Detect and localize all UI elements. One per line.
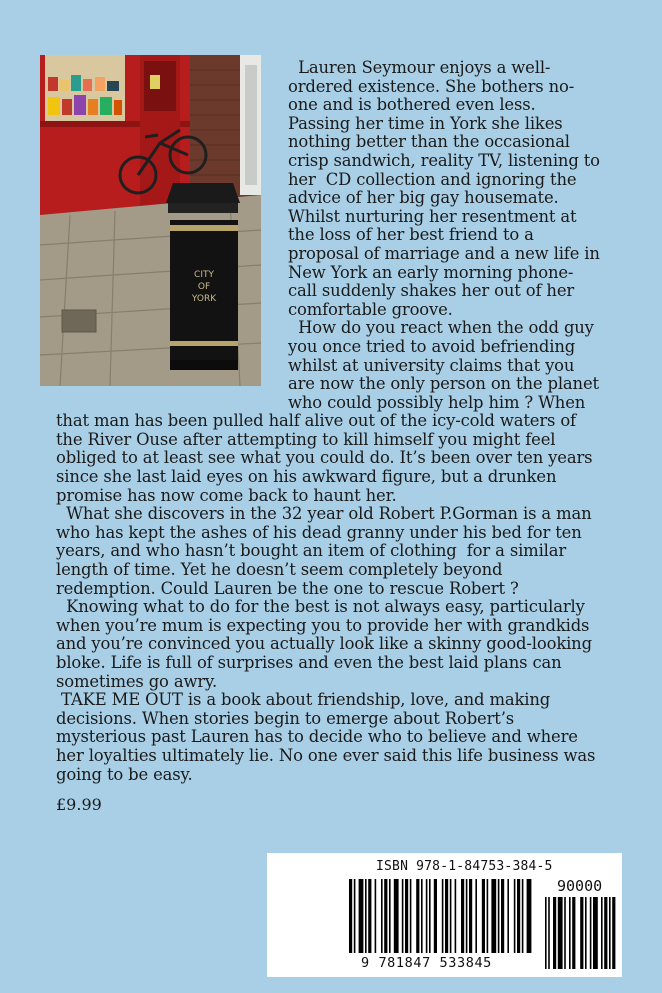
barcode-bar xyxy=(522,879,524,953)
blurb-paragraph: What she discovers in the 32 year old Robert P.Gorman is a man who has kept the ashes of his dead granny under his bed for ten years, and who hasn’t bought an item of clothing for a similar length of time. Yet he doesn’t seem completely beyond redemption. Could Lauren be the one to rescue Robert ? xyxy=(56,504,592,598)
blurb-paragraph: How do you react when the odd guy you once tried to avoid befriending whilst at university claims that you are now the only person on the planet who could possibly help him ? When that man has been pulled half alive out of the icy-cold waters of the River Ouse after attempting to kill himself you might feel obliged to at least see what you could do. It’s been over ten years since she last laid eyes on his awkward figure, but a drunken promise has now come back to haunt her. xyxy=(56,318,599,505)
barcode-addon-bar xyxy=(548,897,550,969)
barcode-bar xyxy=(410,879,412,953)
blurb-paragraph: Knowing what to do for the best is not always easy, particularly when you’re mum is expecting you to provide her with grandkids and you’re convinced you actually look like a skinny good-looking bloke. Life is full of surprises and even the best laid plans can sometimes go awry. xyxy=(56,597,592,691)
barcode-addon-bar xyxy=(601,897,603,969)
barcode-bar xyxy=(527,879,532,953)
barcode-bar xyxy=(402,879,404,953)
barcode-bar xyxy=(501,879,504,953)
barcode-addon-bar xyxy=(609,897,611,969)
barcode-bar xyxy=(445,879,448,953)
barcode-addon-bar xyxy=(590,897,592,969)
barcode-addon-bar xyxy=(604,897,607,969)
isbn-barcode xyxy=(267,853,622,977)
barcode-bar xyxy=(450,879,452,953)
barcode-bar xyxy=(482,879,485,953)
isbn-digits: 9 781847 533845 xyxy=(361,955,492,971)
barcode-bar xyxy=(354,879,356,953)
blurb-paragraph: TAKE ME OUT is a book about friendship, love, and making decisions. When stories begin to emerge about Robert’s mysterious past Lauren has to decide who to believe and where her loyalties ultimately lie. No one ever said this life business was going to be easy. xyxy=(56,690,596,784)
barcode-addon-bar xyxy=(558,897,563,969)
barcode-bar xyxy=(498,879,500,953)
barcode-bar xyxy=(434,879,437,953)
isbn-label: ISBN 978-1-84753-384-5 xyxy=(376,859,553,874)
barcode-addon-bar xyxy=(593,897,598,969)
barcode-addon-bar xyxy=(572,897,575,969)
barcode-bar xyxy=(421,879,423,953)
bin-lettering-of: OF xyxy=(197,282,211,292)
barcode-bar xyxy=(429,879,431,953)
barcode-bar xyxy=(442,879,444,953)
barcode-bar xyxy=(507,879,509,953)
barcode-bar xyxy=(384,879,387,953)
barcode-bar xyxy=(469,879,472,953)
barcode-bar xyxy=(475,879,477,953)
barcode-bar xyxy=(517,879,520,953)
barcode-addon-bar xyxy=(545,897,547,969)
barcode-bar xyxy=(368,879,371,953)
bin-lettering-city: CITY xyxy=(194,270,214,280)
barcode-bar xyxy=(461,879,464,953)
barcode-addon-bar xyxy=(612,897,615,969)
barcode-bar xyxy=(349,879,352,953)
barcode-bar xyxy=(466,879,468,953)
barcode-bar xyxy=(375,879,377,953)
barcode-bar xyxy=(487,879,489,953)
barcode-bar xyxy=(365,879,367,953)
bin-lettering-york: YORK xyxy=(191,294,217,304)
barcode-addon-bar xyxy=(553,897,556,969)
barcode-addon-bar xyxy=(569,897,571,969)
barcode-addon-bar xyxy=(585,897,587,969)
barcode-bar xyxy=(416,879,419,953)
barcode-bar xyxy=(394,879,399,953)
blurb-paragraph: Lauren Seymour enjoys a well-ordered existence. She bothers no-one and is bothered even less. Passing her time in York she likes nothing better than the occasional crisp sandwich, reality TV, listening to her CD collection and ignoring the advice of her big gay housemate. Whilst nurturing her resentment at the loss of her best friend to a proposal of marriage and a new life in New York an early morning phone-call suddenly shakes her out of her comfortable groove. xyxy=(288,58,600,319)
price-label: £9.99 xyxy=(56,795,102,814)
barcode-bar xyxy=(426,879,428,953)
isbn-addon: 90000 xyxy=(557,877,603,895)
barcode-bar xyxy=(381,879,383,953)
blurb-text xyxy=(56,59,601,784)
barcode-addon-bar xyxy=(564,897,566,969)
barcode-bar xyxy=(514,879,516,953)
photo-wrap-spacer xyxy=(56,59,288,404)
barcode-addon-bar xyxy=(580,897,583,969)
barcode-bar xyxy=(389,879,391,953)
barcode-bar xyxy=(455,879,457,953)
barcode-bar xyxy=(405,879,408,953)
barcode-bar xyxy=(359,879,364,953)
barcode-bar xyxy=(491,879,496,953)
